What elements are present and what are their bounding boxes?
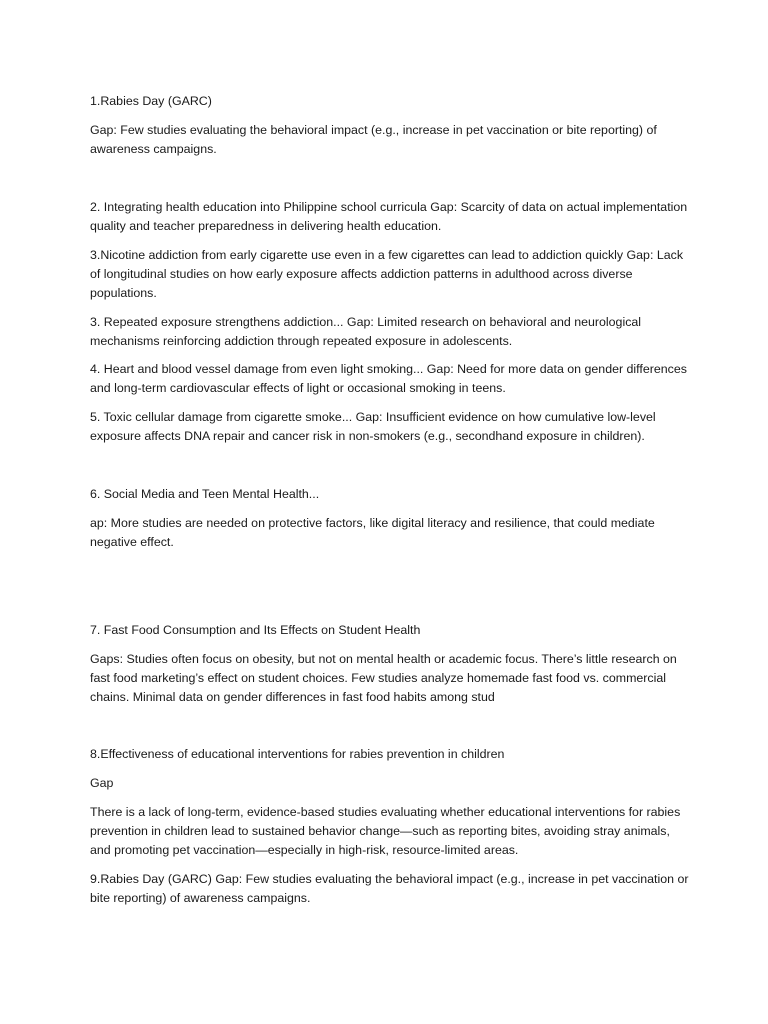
gap-fast-food: Gaps: Studies often focus on obesity, but not on mental health or academic focus. There’s little research on fast food marketing’s effect on student choices. Few studies analyze homemade fast food vs. commercial chains. Minimal data on gender differences in fast food habits among stud — [90, 652, 677, 704]
item-health-education: 2. Integrating health education into Philippine school curricula Gap: Scarcity of data on actual implementation quality and teacher preparedness in delivering health education. — [90, 200, 688, 233]
item-nicotine-addiction: 3.Nicotine addiction from early cigarette use even in a few cigarettes can lead to addiction quickly Gap: Lack of longitudinal studies on how early exposure affects addiction patterns in adulthood across diverse populations. — [90, 248, 684, 300]
item-rabies-day-repeat: 9.Rabies Day (GARC) Gap: Few studies evaluating the behavioral impact (e.g., increase in pet vaccination or bite reporting) of awareness campaigns. — [90, 872, 689, 905]
gap-label: Gap — [90, 776, 114, 790]
gap-rabies-education: There is a lack of long-term, evidence-based studies evaluating whether educational interventions for rabies prevention in children lead to sustained behavior change—such as reporting bites, avoiding stray animals, and promoting pet vaccination—especially in high-risk, resource-limited areas. — [90, 805, 681, 857]
heading-social-media: 6. Social Media and Teen Mental Health... — [90, 487, 320, 501]
gap-rabies-day: Gap: Few studies evaluating the behavioral impact (e.g., increase in pet vaccination or bite reporting) of awareness campaigns. — [90, 123, 657, 156]
heading-rabies-education: 8.Effectiveness of educational interventions for rabies prevention in children — [90, 747, 505, 761]
gap-social-media: ap: More studies are needed on protective factors, like digital literacy and resilience, that could mediate negative effect. — [90, 516, 655, 549]
item-heart-damage: 4. Heart and blood vessel damage from even light smoking... Gap: Need for more data on gender differences and long-term cardiovascular effects of light or occasional smoking in teens. — [90, 362, 687, 395]
item-toxic-damage: 5. Toxic cellular damage from cigarette smoke... Gap: Insufficient evidence on how cumulative low-level exposure affects DNA repair and cancer risk in non-smokers (e.g., secondhand exposure in children). — [90, 410, 656, 443]
heading-fast-food: 7. Fast Food Consumption and Its Effects on Student Health — [90, 623, 421, 637]
heading-rabies-day: 1.Rabies Day (GARC) — [90, 94, 212, 108]
item-repeated-exposure: 3. Repeated exposure strengthens addiction... Gap: Limited research on behavioral and neurological mechanisms reinforcing addiction through repeated exposure in adolescents. — [90, 315, 642, 348]
